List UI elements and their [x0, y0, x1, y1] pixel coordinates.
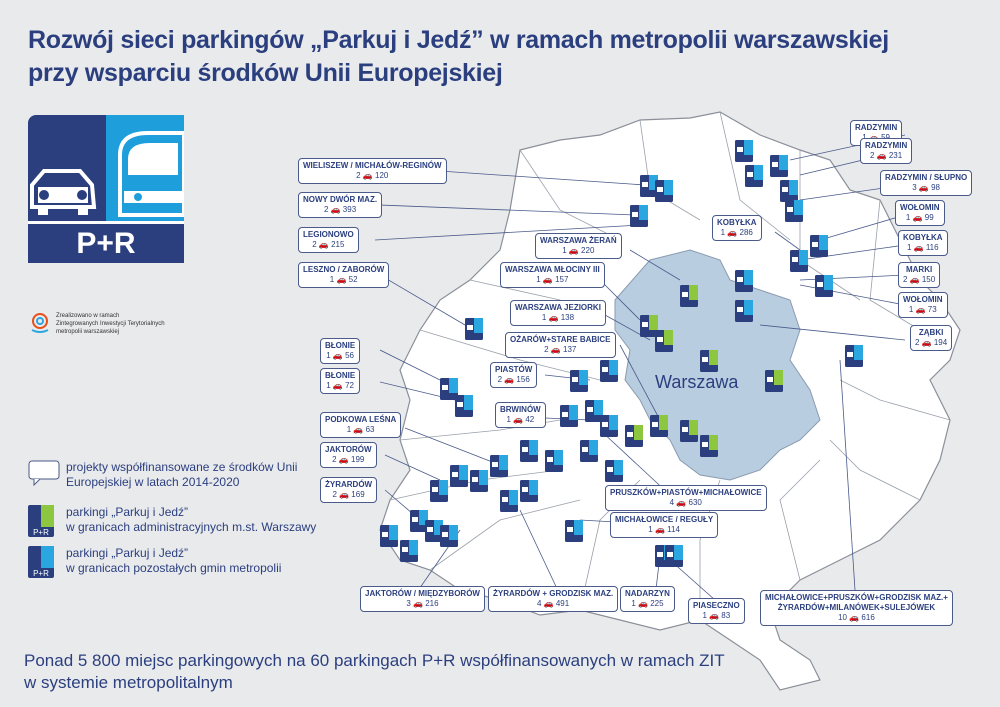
parking-label: RADZYMIN 2 🚗 231	[860, 138, 912, 164]
parking-icon	[520, 480, 538, 502]
parking-label: PIASECZNO 1 🚗 83	[688, 598, 745, 624]
parking-label: JAKTORÓW / MIĘDZYBORÓW 3 🚗 216	[360, 586, 485, 612]
parking-icon	[565, 520, 583, 542]
green-pr-icon	[28, 505, 54, 537]
warsaw-parking-icon	[680, 420, 698, 442]
parking-icon	[450, 465, 468, 487]
legend-eu-projects: projekty współfinansowane ze środków Unii Europejskiej w latach 2014-2020	[28, 460, 60, 490]
parking-icon	[845, 345, 863, 367]
title-line-2: przy wsparciu środków Unii Europejskiej	[28, 59, 503, 87]
parking-label: ZĄBKI 2 🚗 194	[910, 325, 952, 351]
parking-icon	[630, 205, 648, 227]
warsaw-parking-icon	[700, 435, 718, 457]
warsaw-label: Warszawa	[655, 372, 739, 392]
parking-label: RADZYMIN / SŁUPNO 3 🚗 98	[880, 170, 972, 196]
parking-icon	[600, 360, 618, 382]
parking-icon	[735, 140, 753, 162]
parking-icon	[455, 395, 473, 417]
parking-label: KOBYŁKA 1 🚗 116	[898, 230, 948, 256]
parking-icon	[780, 180, 798, 202]
parking-icon	[770, 155, 788, 177]
parking-icon	[560, 405, 578, 427]
blue-pr-icon	[28, 546, 54, 578]
parking-icon	[745, 165, 763, 187]
parking-label: NOWY DWÓR MAZ. 2 🚗 393	[298, 192, 382, 218]
parking-icon	[665, 545, 683, 567]
title-line-1: Rozwój sieci parkingów „Parkuj i Jedź” w ramach metropolii warszawskiej	[28, 26, 889, 54]
parking-label: WOŁOMIN 1 🚗 73	[898, 292, 948, 318]
parking-icon	[570, 370, 588, 392]
speech-bubble-icon	[28, 460, 60, 486]
parking-label: WARSZAWA MŁOCINY III 1 🚗 157	[500, 262, 605, 288]
parking-icon	[440, 525, 458, 547]
warsaw-parking-icon	[680, 285, 698, 307]
parking-label: JAKTORÓW 2 🚗 199	[320, 442, 377, 468]
parking-icon	[400, 540, 418, 562]
footer-summary: Ponad 5 800 miejsc parkingowych na 60 parkingach P+R współfinansowanych w ramach ZIT w systemie metropolitalnym	[24, 651, 725, 692]
parking-label: PRUSZKÓW+PIASTÓW+MICHAŁOWICE 4 🚗 630	[605, 485, 767, 511]
parking-label: PODKOWA LEŚNA 1 🚗 63	[320, 412, 401, 438]
warsaw-parking-icon	[655, 330, 673, 352]
warsaw-parking-icon	[700, 350, 718, 372]
parking-label: MICHAŁOWICE+PRUSZKÓW+GRODZISK MAZ.+ ŻYRARDÓW+MILANÓWEK+SULEJÓWEK 10 🚗 616	[760, 590, 953, 626]
parking-icon	[520, 440, 538, 462]
parking-label: ŻYRARDÓW 2 🚗 169	[320, 477, 377, 503]
parking-icon	[815, 275, 833, 297]
warsaw-parking-icon	[765, 370, 783, 392]
parking-label: BRWINÓW 1 🚗 42	[495, 402, 546, 428]
legend-metropolis-parking: P+R parkingi „Parkuj i Jedź” w granicach pozostałych gmin metropolii	[28, 546, 54, 582]
parking-icon	[810, 235, 828, 257]
warsaw-parking-icon	[650, 415, 668, 437]
parking-icon	[380, 525, 398, 547]
parking-label: MICHAŁOWICE / REGUŁY 1 🚗 114	[610, 512, 718, 538]
parking-label: WIELISZEW / MICHAŁÓW-REGINÓW 2 🚗 120	[298, 158, 447, 184]
parking-label: WARSZAWA ŻERAŃ 1 🚗 220	[535, 233, 622, 259]
parking-icon	[600, 415, 618, 437]
parking-icon	[470, 470, 488, 492]
parking-label: BŁONIE 1 🚗 56	[320, 338, 360, 364]
parking-label: BŁONIE 1 🚗 72	[320, 368, 360, 394]
parking-icon	[500, 490, 518, 512]
parking-icon	[490, 455, 508, 477]
parking-label: KOBYŁKA 1 🚗 286	[712, 215, 762, 241]
parking-icon	[735, 300, 753, 322]
logo-text: P+R	[76, 227, 136, 260]
svg-text:P+R: P+R	[33, 569, 49, 578]
parking-label: PIASTÓW 2 🚗 156	[490, 362, 537, 388]
parking-label: OŻARÓW+STARE BABICE 2 🚗 137	[505, 332, 616, 358]
parking-label: LESZNO / ZABORÓW 1 🚗 52	[298, 262, 389, 288]
warsaw-parking-icon	[625, 425, 643, 447]
parking-label: ŻYRARDÓW + GRODZISK MAZ. 4 🚗 491	[488, 586, 618, 612]
parking-icon	[785, 200, 803, 222]
parking-label: WARSZAWA JEZIORKI 1 🚗 138	[510, 300, 606, 326]
parking-icon	[465, 318, 483, 340]
parking-label: LEGIONOWO 2 🚗 215	[298, 227, 359, 253]
parking-label: RADZYMIN	[850, 120, 902, 146]
parking-icon	[430, 480, 448, 502]
parking-icon	[605, 460, 623, 482]
parking-label: WOŁOMIN 1 🚗 99	[895, 200, 945, 226]
parking-icon	[735, 270, 753, 292]
parking-icon	[655, 180, 673, 202]
parking-icon	[545, 450, 563, 472]
legend-warsaw-parking: P+R parkingi „Parkuj i Jedź” w granicach administracyjnych m.st. Warszawy	[28, 505, 54, 541]
zit-caption: Zrealizowano w ramach Zintegrowanych Inwestycji Terytorialnych metropolii warszawskiej	[56, 313, 165, 335]
svg-text:P+R: P+R	[33, 528, 49, 537]
parking-label: NADARZYN 1 🚗 225	[620, 586, 675, 612]
parking-icon	[580, 440, 598, 462]
parking-icon	[790, 250, 808, 272]
parking-label: MARKI 2 🚗 150	[898, 262, 940, 288]
